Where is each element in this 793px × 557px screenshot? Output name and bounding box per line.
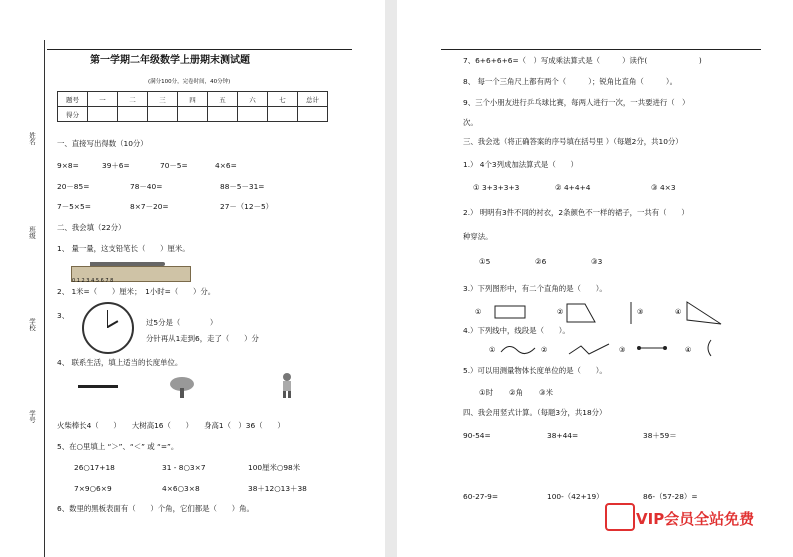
question-7: 7、6+6+6+6=（ ）写成乘法算式是（ ）读作( ) (463, 56, 702, 65)
calc-1: 9×8= (57, 161, 79, 170)
choice-2-opt-1: ①5 (479, 257, 491, 266)
section-3-title: 三、我会选（将正确答案的序号填在括号里 ）（每题2分，共10分） (463, 137, 683, 146)
score-table-head-6: 六 (238, 92, 268, 107)
calc-5: 20－85= (57, 182, 90, 191)
choice-2: 2.） 明明有3件不同的衬衣，2条颜色不一样的裙子，一共有（ ） (463, 208, 689, 217)
score-table-head-4: 四 (178, 92, 208, 107)
vip-banner[interactable]: VIP会员全站免费 (636, 510, 755, 528)
svg-text:③: ③ (619, 346, 626, 354)
choice-3-shapes-icon (475, 300, 735, 326)
side-label-number: 学号 (28, 410, 36, 423)
question-3-b: 分针再从1走到6，走了（ ）分 (146, 334, 259, 343)
question-1: 1、 量一量，这支铅笔长（ ）厘米。 (57, 244, 190, 253)
choice-5-opt-3: ③米 (539, 388, 554, 397)
svg-text:②: ② (557, 308, 564, 316)
choice-1-opt-3: ③ 4×3 (651, 183, 676, 192)
question-8: 8、 每一个三角尺上都有两个（ ）；锐角比直角（ ）。 (463, 77, 677, 86)
svg-text:①: ① (475, 308, 482, 316)
calc-4: 4×6= (215, 161, 237, 170)
match-stick-icon (78, 385, 118, 388)
calc-8: 7－5×5= (57, 202, 91, 211)
side-label-class: 班级 (28, 226, 36, 239)
choice-2-opt-2: ②6 (535, 257, 547, 266)
choice-1-opt-1: ① 3+3+3+3 (473, 183, 520, 192)
left-page (0, 0, 385, 557)
question-6: 6、数里的黑板表面有（ ）个角，它们都是（ ）角。 (57, 504, 254, 513)
compare-5: 4×6○3×8 (162, 484, 200, 493)
calc-7: 88－5－31= (220, 182, 265, 191)
score-table-head-8: 总计 (298, 92, 328, 107)
question-2: 2、 1米=（ ）厘米； 1小时=（ ）分。 (57, 287, 216, 296)
subtitle: (满分100分，完卷时间，40分钟) (148, 79, 231, 85)
calc-6: 78－40= (130, 182, 163, 191)
side-label-school: 学校 (28, 318, 36, 331)
choice-4-lines-icon (489, 338, 729, 360)
compare-3: 100厘米○98米 (248, 463, 301, 472)
top-rule-right (441, 49, 761, 50)
choice-5-opt-2: ②角 (509, 388, 524, 397)
binding-line (44, 40, 45, 557)
question-4: 4、 联系生活，填上适当的长度单位。 (57, 358, 183, 367)
section-2-title: 二、我会填（22分） (57, 223, 126, 232)
score-table-head-0: 题号 (58, 92, 88, 107)
score-table-head-5: 五 (208, 92, 238, 107)
score-table-head-3: 三 (148, 92, 178, 107)
choice-5: 5.）可以用测量物体长度单位的是（ ）。 (463, 366, 607, 375)
question-9-cont: 次。 (463, 118, 478, 127)
choice-4: 4.）下列线中，线段是（ ）。 (463, 326, 570, 335)
vertical-calc-2: 38+44= (547, 431, 579, 440)
svg-text:④: ④ (675, 308, 682, 316)
vertical-calc-1: 90-54= (463, 431, 491, 440)
choice-5-opt-1: ①时 (479, 388, 494, 397)
tree-icon (168, 376, 196, 398)
score-table-head-7: 七 (268, 92, 298, 107)
svg-text:③: ③ (637, 308, 644, 316)
section-4-title: 四、我会用竖式计算。（每题3分，共18分） (463, 408, 607, 417)
score-row-label: 得分 (58, 107, 88, 122)
svg-text:②: ② (541, 346, 548, 354)
compare-6: 38＋12○13＋38 (248, 484, 307, 493)
vertical-calc-4: 60-27-9= (463, 492, 499, 501)
compare-1: 26○17+18 (74, 463, 115, 472)
section-1-title: 一、直接写出得数（10分） (57, 139, 148, 148)
calc-10: 27－（12－5） (220, 202, 274, 211)
question-3-a: 过5分是（ ） (146, 318, 218, 327)
calc-9: 8×7－20= (130, 202, 169, 211)
top-rule (47, 49, 352, 50)
question-3-label: 3、 (57, 311, 70, 320)
vertical-calc-5: 100-（42+19） (547, 492, 604, 501)
vertical-calc-3: 38＋59＝ (643, 431, 677, 440)
svg-text:①: ① (489, 346, 496, 354)
question-5: 5、在○里填上 “＞”、“＜” 或 “=”。 (57, 442, 179, 451)
ruler-icon (71, 266, 191, 282)
choice-2-cont: 种穿法。 (463, 232, 493, 241)
score-table (57, 91, 328, 122)
vertical-calc-6: 86-（57-28）= (643, 492, 698, 501)
child-icon (280, 372, 294, 398)
choice-2-opt-3: ③3 (591, 257, 603, 266)
choice-1: 1.） 4个3列成加法算式是（ ） (463, 160, 578, 169)
compare-4: 7×9○6×9 (74, 484, 112, 493)
ruler-ticks: 0 1 2 3 4 5 6 7 8 (72, 278, 114, 284)
page-title: 第一学期二年级数学上册期末测试题 (90, 55, 250, 66)
side-label-name: 姓名 (28, 132, 36, 145)
question-4-blanks: 火柴棒长4（ ） 大树高16（ ） 身高1（ ）36（ ） (57, 421, 285, 430)
hour-hand-icon (107, 320, 118, 328)
score-table-head-2: 二 (118, 92, 148, 107)
calc-2: 39＋6= (102, 161, 130, 170)
clock-icon (82, 302, 134, 354)
score-table-head-1: 一 (88, 92, 118, 107)
question-9: 9、三个小朋友进行乒乓球比赛，每两人进行一次，一共要进行（ ） (463, 98, 690, 107)
right-page (397, 0, 793, 557)
svg-text:④: ④ (685, 346, 692, 354)
choice-1-opt-2: ② 4+4+4 (555, 183, 591, 192)
choice-3: 3.）下列图形中，有二个直角的是（ ）。 (463, 284, 607, 293)
calc-3: 70－5= (160, 161, 188, 170)
vip-badge-icon[interactable] (605, 503, 635, 531)
compare-2: 31 - 8○3×7 (162, 463, 206, 472)
